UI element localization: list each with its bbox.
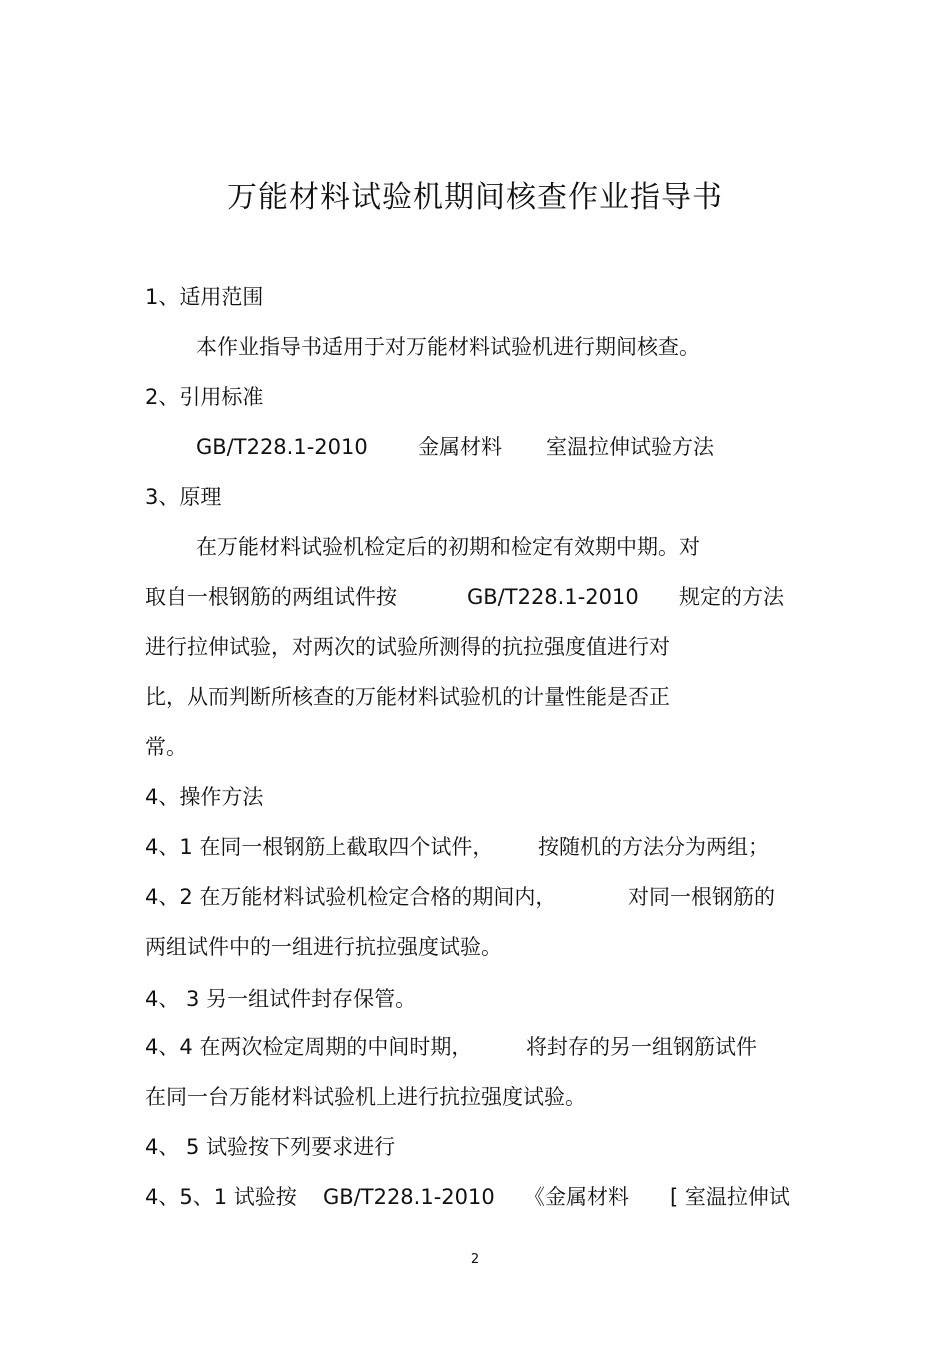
- item-4-2b: 对同一根钢筋的: [628, 885, 775, 909]
- section-3-line-4: 比，从而判断所核查的万能材料试验机的计量性能是否正: [145, 685, 670, 709]
- item-4-2a: 4、2 在万能材料试验机检定合格的期间内，: [145, 885, 557, 909]
- section-1-heading: 1、适用范围: [145, 285, 264, 309]
- item-4-5-1d: [ 室温拉伸试: [670, 1185, 790, 1209]
- standard-code: GB/T228.1-2010: [196, 435, 368, 459]
- section-1-body: 本作业指导书适用于对万能材料试验机进行期间核查。: [196, 335, 700, 359]
- item-4-5-1b: GB/T228.1-2010: [323, 1185, 495, 1209]
- section-2-heading: 2、引用标准: [145, 385, 264, 409]
- item-4-4a: 4、4 在两次检定周期的中间时期，: [145, 1035, 473, 1059]
- section-3-heading: 3、原理: [145, 485, 222, 509]
- item-4-5-1a: 4、5、1 试验按: [145, 1185, 297, 1209]
- page-number: 2: [470, 1252, 480, 1267]
- section-4-heading: 4、操作方法: [145, 785, 264, 809]
- standard-name-part2: 室温拉伸试验方法: [546, 435, 714, 459]
- item-4-1a: 4、1 在同一根钢筋上截取四个试件，: [145, 835, 494, 859]
- item-4-4c: 在同一台万能材料试验机上进行抗拉强度试验。: [145, 1085, 586, 1109]
- item-4-1b: 按随机的方法分为两组；: [538, 835, 769, 859]
- item-4-2c: 两组试件中的一组进行抗拉强度试验。: [145, 935, 502, 959]
- standard-name-part1: 金属材料: [418, 435, 502, 459]
- item-4-5: 4、 5 试验按下列要求进行: [145, 1135, 396, 1159]
- section-3-line-1: 在万能材料试验机检定后的初期和检定有效期中期。对: [196, 535, 700, 559]
- section-3-line-2b: GB/T228.1-2010: [467, 585, 639, 609]
- section-3-line-2c: 规定的方法: [679, 585, 784, 609]
- section-3-line-5: 常。: [145, 735, 187, 759]
- item-4-4b: 将封存的另一组钢筋试件: [526, 1035, 757, 1059]
- item-4-3: 4、 3 另一组试件封存保管。: [145, 987, 417, 1011]
- item-4-5-1c: 《金属材料: [524, 1185, 629, 1209]
- document-title: 万能材料试验机期间核查作业指导书: [227, 180, 723, 215]
- section-3-line-2a: 取自一根钢筋的两组试件按: [145, 585, 397, 609]
- section-3-line-3: 进行拉伸试验，对两次的试验所测得的抗拉强度值进行对: [145, 635, 670, 659]
